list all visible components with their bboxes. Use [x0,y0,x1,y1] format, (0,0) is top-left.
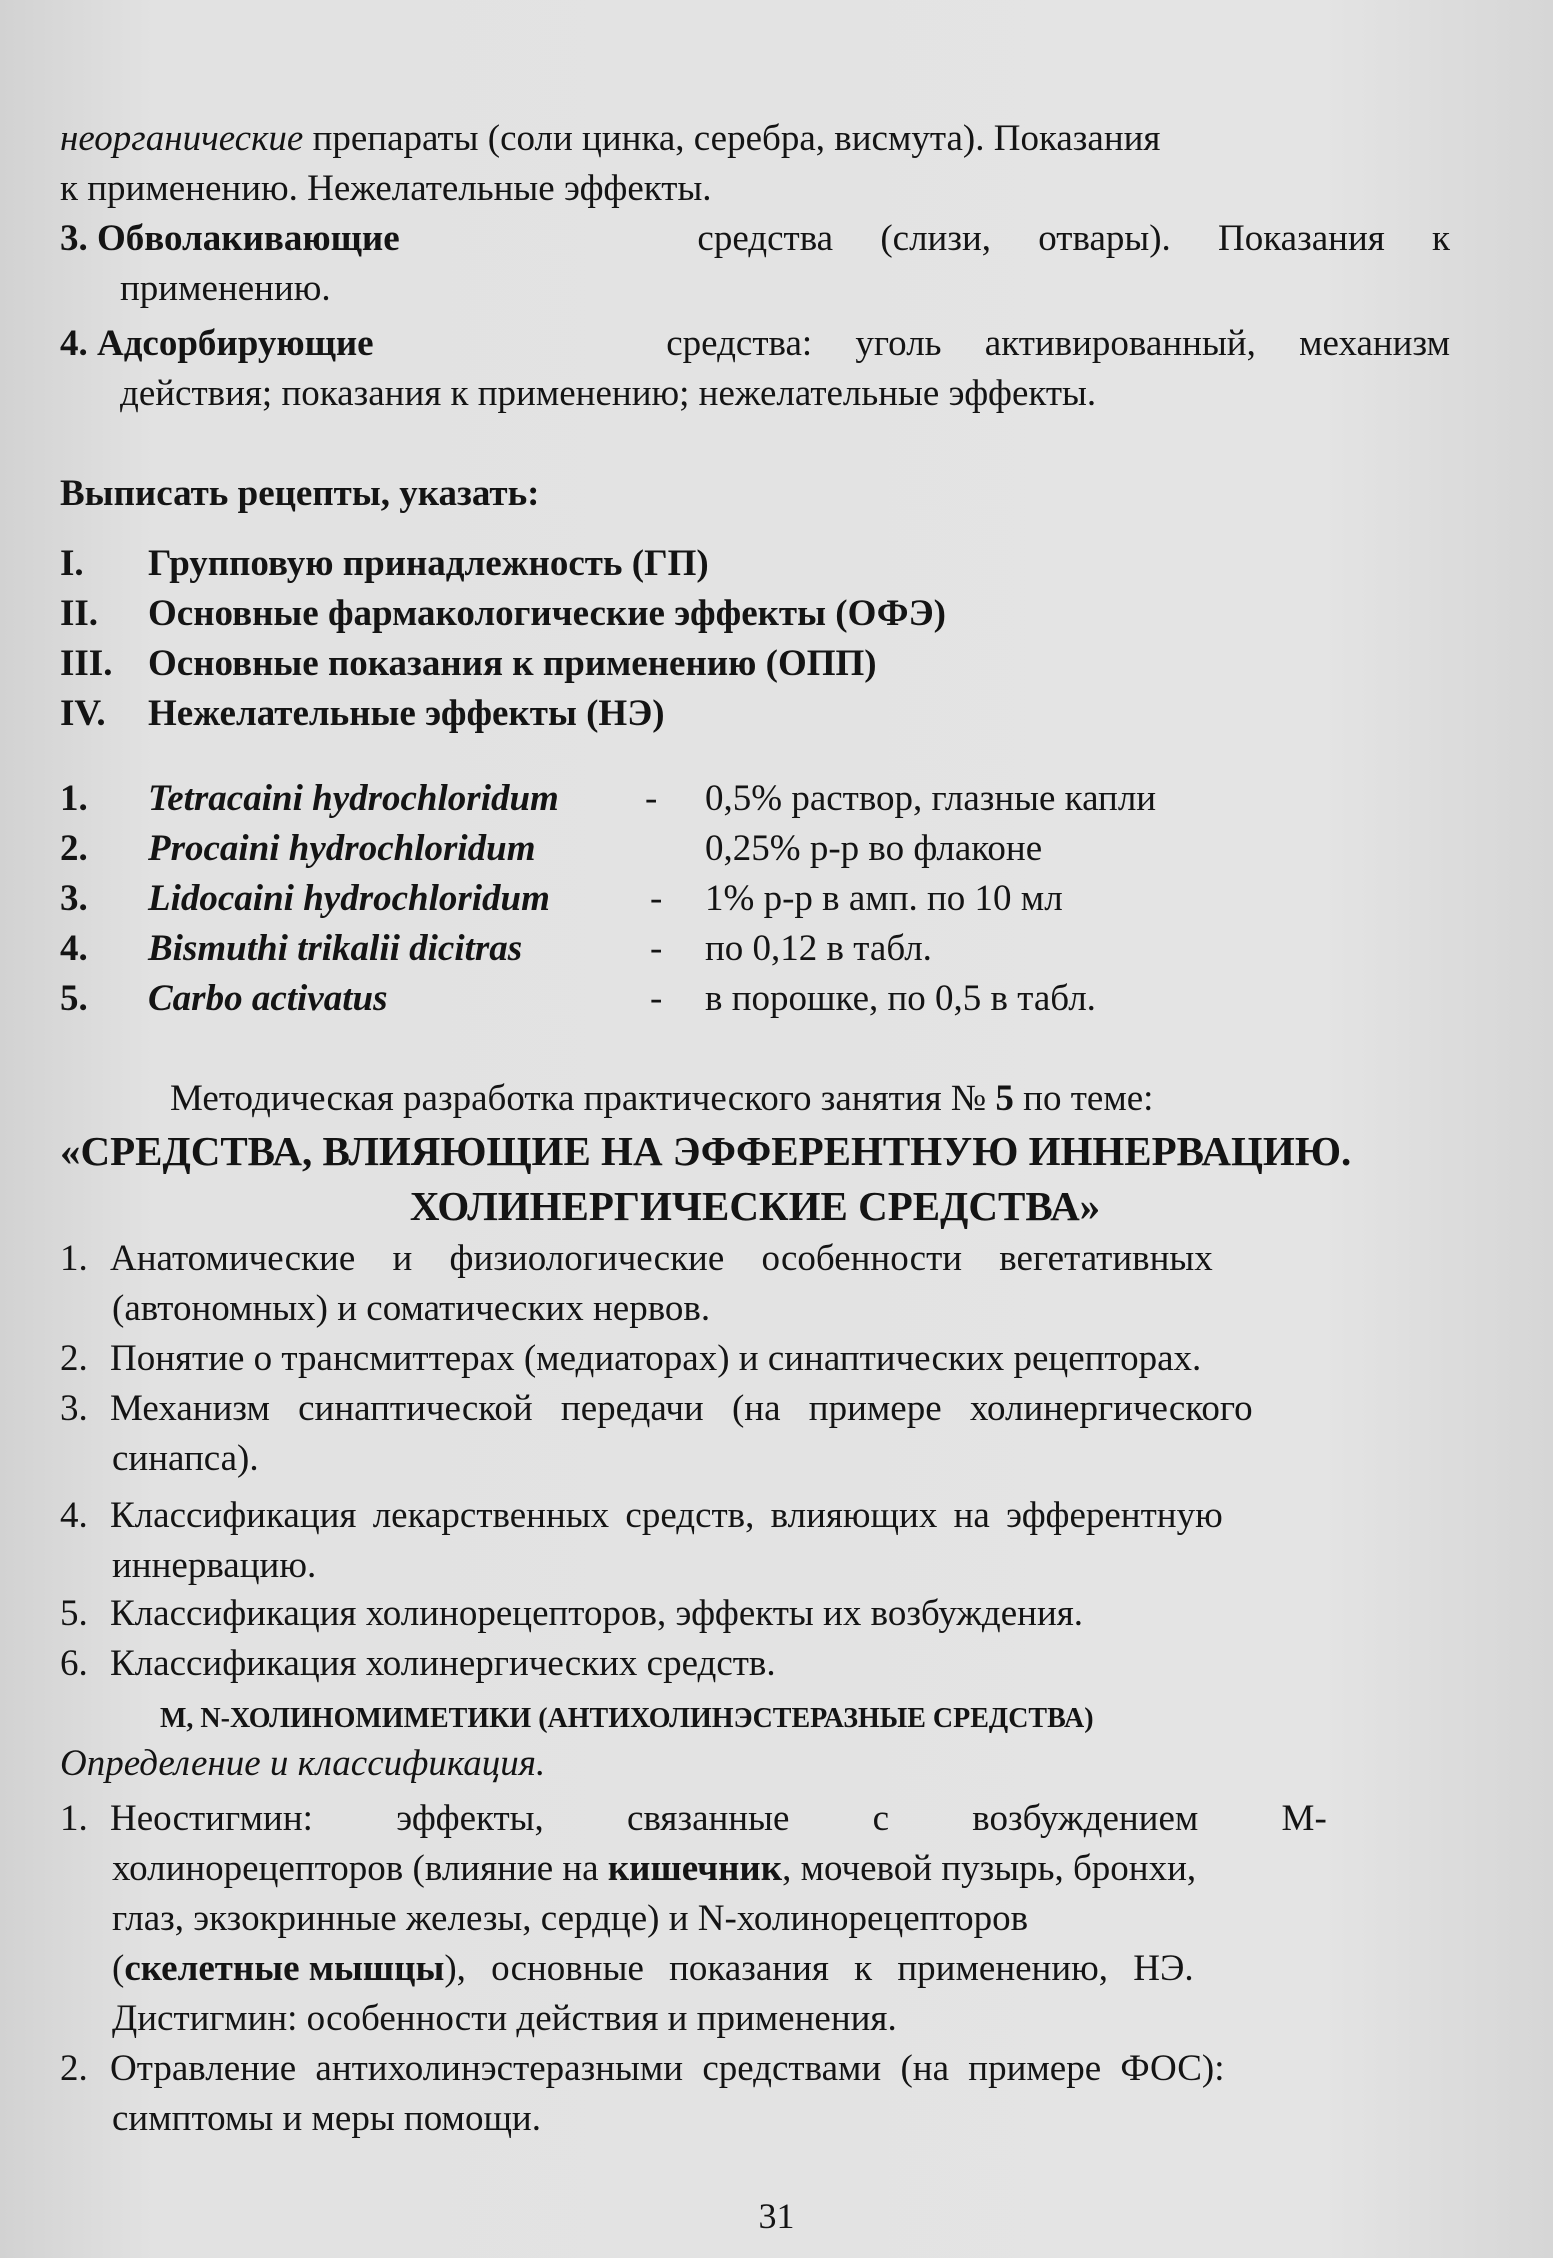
neostigmine-item: 1. Неостигмин: эффекты, связанные с возбуждением М- [60,1798,1327,1839]
criteria-item: III. Основные показания к применению (ОПП) [60,643,877,684]
question-item: 4. Классификация лекарственных средств, влияющих на эфферентную [60,1495,1223,1536]
lesson-intro: Методическая разработка практического занятия № 5 по теме: [170,1078,1154,1119]
question-item: 3. Механизм синаптической передачи (на примере холинергического [60,1388,1253,1429]
drug-form: 0,25% р-р во флаконе [705,828,1043,869]
drug-name: Lidocaini hydrochloridum [148,878,550,919]
drug-form: 1% р-р в амп. по 10 мл [705,878,1063,919]
criteria-item: I. Групповую принадлежность (ГП) [60,543,709,584]
drug-form: 0,5% раствор, глазные капли [705,778,1157,819]
criteria-item: IV. Нежелательные эффекты (НЭ) [60,693,665,734]
intro-italic-word: неорганические [60,118,304,159]
criteria-item: II. Основные фармакологические эффекты (ОФЭ) [60,593,946,634]
intro-line-1-rest: препараты (соли цинка, серебра, висмута). Показания [303,118,1161,159]
drug-name: Bismuthi trikalii dicitras [148,928,523,969]
prescriptions-heading: Выписать рецепты, указать: [60,473,540,514]
question-item: 5. Классификация холинорецепторов, эффекты их возбуждения. [60,1593,1084,1634]
item-4-bold: Адсорбирующие [97,323,374,364]
item-3-rest: средства (слизи, отвары). Показания к [697,218,1450,259]
page-number: 31 [758,2196,795,2236]
item-3-line-2: применению. [120,268,331,309]
section-heading: М, N-ХОЛИНОМИМЕТИКИ (АНТИХОЛИНЭСТЕРАЗНЫЕ СРЕДСТВА) [160,1703,1094,1734]
question-item: 2. Понятие о трансмиттерах (медиаторах) и синаптических рецепторах. [60,1338,1202,1379]
question-item: 6. Классификация холинергических средств. [60,1643,776,1684]
item-3-line-1: 3. Обволакивающие средства (слизи, отвары). Показания к [60,215,1450,263]
item-4-rest: средства: уголь активированный, механизм [666,323,1450,364]
question-item: 1. Анатомические и физиологические особенности вегетативных [60,1238,1213,1279]
drug-form: по 0,12 в табл. [705,928,932,969]
poisoning-item: 2. Отравление антихолинэстеразными средствами (на примере ФОС): [60,2048,1225,2089]
section-definition: Определение и классификация. [60,1743,546,1784]
intro-line-2: к применению. Нежелательные эффекты. [60,168,712,209]
drug-form: в порошке, по 0,5 в табл. [705,978,1096,1019]
intro-line-1 [60,115,1160,163]
item-4-line-1: 4. Адсорбирующие средства: уголь активированный, механизм [60,320,1450,368]
drug-name: Carbo activatus [148,978,388,1019]
document-page: неорганические препараты (соли цинка, серебра, висмута). Показания к применению. Нежелательные эффекты. 3. Обволакивающие средства (слизи, отвары). Показания к применению. 4. Адсорбирующие средства: уголь активированный, механизм действия; показания к применению; нежелательные эффекты. Выписать рецепты, указать: I. Групповую принадлежность (ГП) II. Основные фармакологические эффекты (ОФЭ) III. Основные показания к применению (ОПП) IV. Нежелательные эффекты (НЭ) 1. Tetracaini hydrochloridum - 0,5% раствор, глазные капли 2. Procaini hydrochloridum 0,25% р-р во флаконе 3. Lidocaini hydrochloridum - 1% р-р в амп. по 10 мл 4. Bismuthi trikalii dicitras - по 0,12 в табл. 5. Carbo activatus - в порошке, по 0,5 в табл. Методическая разработка практического занятия № 5 по теме: «СРЕДСТВА, ВЛИЯЮЩИЕ НА ЭФФЕРЕНТНУЮ ИННЕРВАЦИЮ. ХОЛИНЕРГИЧЕСКИЕ СРЕДСТВА» 1. Анатомические и физиологические особенности вегетативных (автономных) и соматических нервов. 2. Понятие о трансмиттерах (медиаторах) и синаптических рецепторах. 3. Механизм синаптической передачи (на примере холинергического синапса). 4. Классификация лекарственных средств, влияющих на эфферентную иннервацию. 5. Классификация холинорецепторов, эффекты их возбуждения. 6. Классификация холинергических средств. М, N-ХОЛИНОМИМЕТИКИ (АНТИХОЛИНЭСТЕРАЗНЫЕ СРЕДСТВА) Определение и классификация. 1. Неостигмин: эффекты, связанные с возбуждением М- холинорецепторов (влияние на кишечник, мочевой пузырь, бронхи, глаз, экзокринные железы, сердце) и N-холинорецепторов (скелетные мышцы), основные показания к применению, НЭ. Дистигмин: особенности действия и применения. 2. Отравление антихолинэстеразными средствами (на примере ФОС): симптомы и меры помощи. 31 [0,0,1553,2258]
lesson-title-line-1: «СРЕДСТВА, ВЛИЯЮЩИЕ НА ЭФФЕРЕНТНУЮ ИННЕРВАЦИЮ. [60,1128,1352,1174]
item-4-line-2: действия; показания к применению; нежелательные эффекты. [120,373,1097,414]
drug-name: Procaini hydrochloridum [148,828,536,869]
lesson-title-line-2: ХОЛИНЕРГИЧЕСКИЕ СРЕДСТВА» [409,1183,1101,1229]
item-3-bold: Обволакивающие [97,218,400,259]
drug-name: Tetracaini hydrochloridum [148,778,559,819]
